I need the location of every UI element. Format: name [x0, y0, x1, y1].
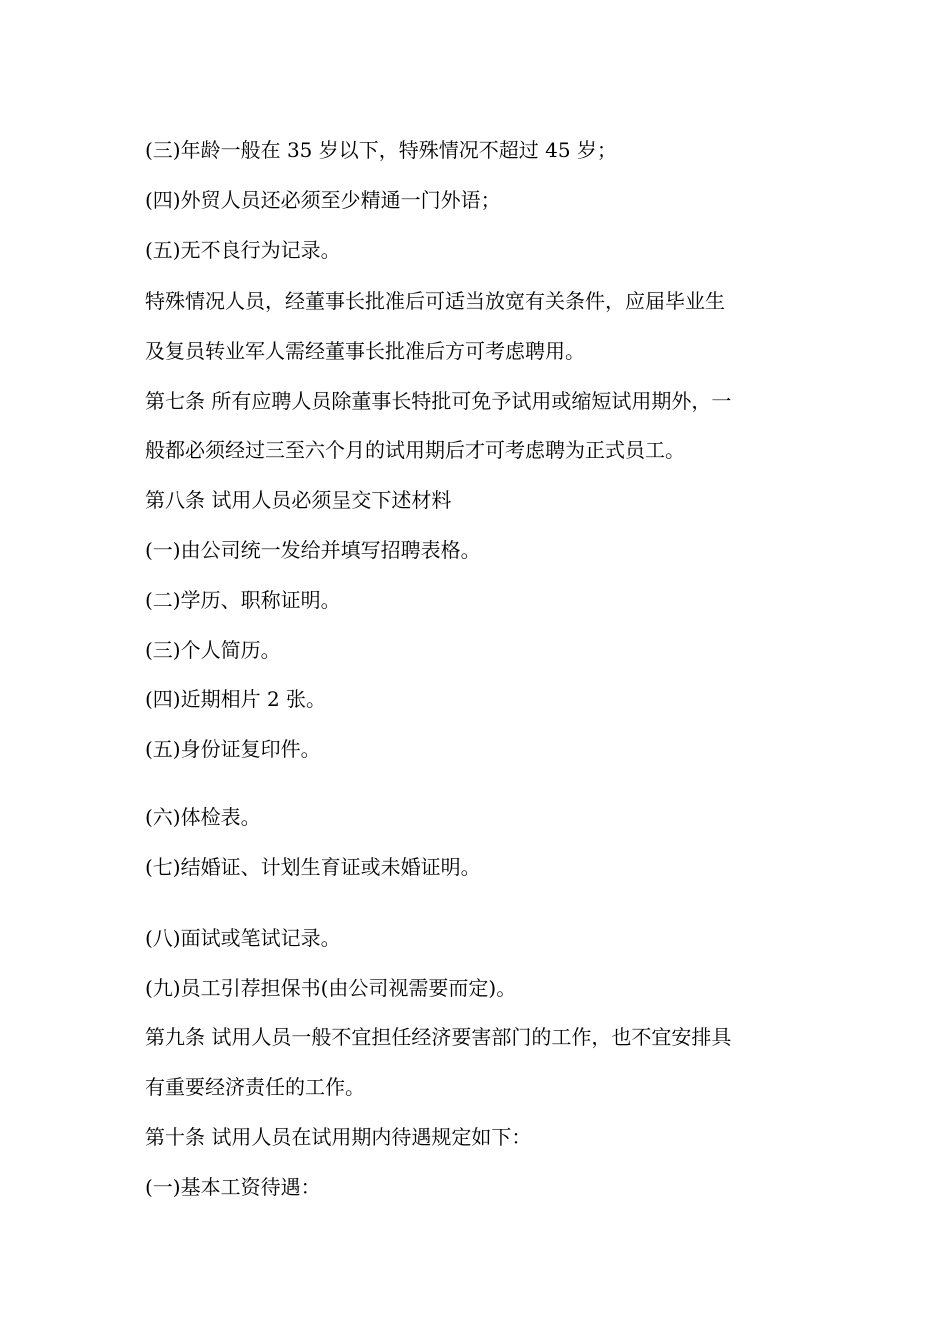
text-line: 第八条 试用人员必须呈交下述材料 — [145, 488, 452, 512]
text-line: 第九条 试用人员一般不宜担任经济要害部门的工作，也不宜安排具 — [145, 1025, 732, 1049]
text-line: 特殊情况人员，经董事长批准后可适当放宽有关条件，应届毕业生 — [145, 289, 725, 313]
text-line: (七)结婚证、计划生育证或未婚证明。 — [145, 855, 481, 879]
text-line: (九)员工引荐担保书(由公司视需要而定)。 — [145, 976, 517, 1000]
text-line: (八)面试或笔试记录。 — [145, 926, 341, 950]
text-line: (四)外贸人员还必须至少精通一门外语； — [145, 188, 501, 212]
text-line: 第七条 所有应聘人员除董事长特批可免予试用或缩短试用期外，一 — [145, 389, 732, 413]
text-line: 第十条 试用人员在试用期内待遇规定如下： — [145, 1125, 532, 1149]
text-line: (二)学历、职称证明。 — [145, 588, 341, 612]
text-line: 及复员转业军人需经董事长批准后方可考虑聘用。 — [145, 339, 585, 363]
text-line: (三)年龄一般在 35 岁以下，特殊情况不超过 45 岁； — [145, 138, 617, 162]
text-line: (五)无不良行为记录。 — [145, 238, 341, 262]
text-line: 有重要经济责任的工作。 — [145, 1075, 365, 1099]
text-line: (一)由公司统一发给并填写招聘表格。 — [145, 538, 481, 562]
text-line: (四)近期相片 2 张。 — [145, 687, 327, 711]
text-line: (五)身份证复印件。 — [145, 737, 321, 761]
text-line: (三)个人简历。 — [145, 638, 281, 662]
text-line: (六)体检表。 — [145, 805, 261, 829]
text-line: 般都必须经过三至六个月的试用期后才可考虑聘为正式员工。 — [145, 438, 685, 462]
text-line: (一)基本工资待遇： — [145, 1175, 321, 1199]
